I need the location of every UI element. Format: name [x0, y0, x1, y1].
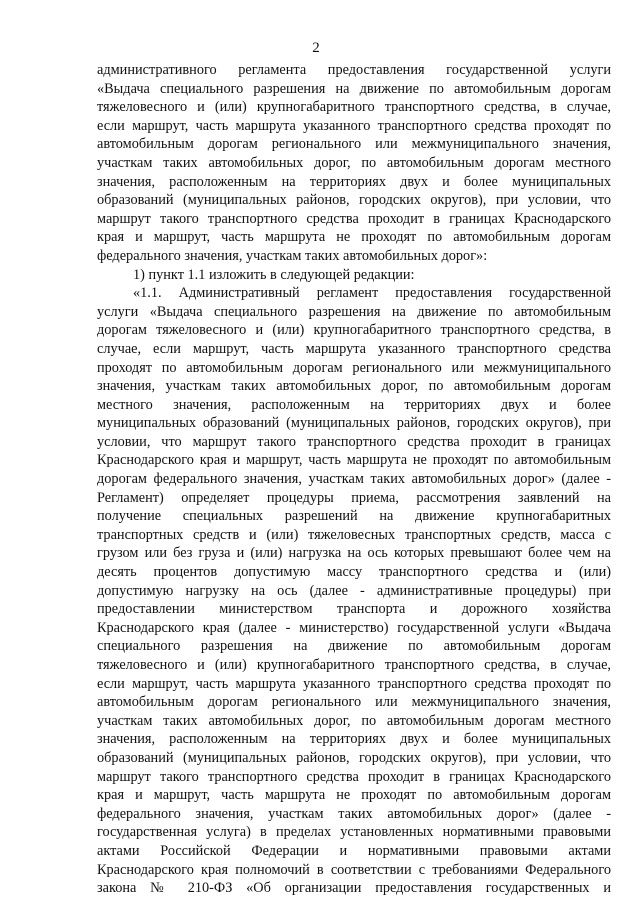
- text-line: допустимую нагрузку на ось (далее - административные процедуры) при: [97, 582, 611, 599]
- paragraph-p2: [97, 266, 611, 285]
- text-line: автомобильным дорогам регионального или межмуниципального значения,: [97, 136, 611, 153]
- text-line: специального разрешения на движение по автомобильным дорогам: [97, 638, 611, 655]
- text-line: тяжеловесного и (или) крупногабаритного транспортного средства, в случае,: [97, 657, 611, 673]
- text-line: транспортных средств и (или) тяжеловесных транспортных средств, масса с: [97, 526, 611, 543]
- text-line: Краснодарского края (далее - министерство) государственной услуги «Выдача: [97, 619, 611, 636]
- text-line: если маршрут, часть маршрута указанного транспортного средства проходят по: [97, 117, 611, 134]
- text-line: федерального значения, участкам таких автомобильных дорог» (далее -: [97, 805, 611, 822]
- text-line: маршрут такого транспортного средства проходит в границах Краснодарского: [97, 210, 611, 227]
- text-line: края и маршрут, часть маршрута не проходят по автомобильным дорогам: [97, 787, 611, 804]
- text-line: маршрут такого транспортного средства проходит в границах Краснодарского: [97, 768, 611, 785]
- text-line: 1) пункт 1.1 изложить в следующей редакции:: [133, 266, 415, 283]
- text-line: административного регламента предоставления государственной услуги: [97, 62, 611, 78]
- text-line: Краснодарского края и маршрут, часть маршрута не проходят по автомобильным: [97, 452, 611, 469]
- text-line: муниципальных образований (муниципальных районов, городских округов), при: [97, 415, 611, 432]
- text-line: «Выдача специального разрешения на движение по автомобильным дорогам: [97, 80, 611, 97]
- text-line: услуги «Выдача специального разрешения на движение по автомобильным: [97, 303, 611, 320]
- text-line: дорогам тяжеловесного и (или) крупногабаритного транспортного средства, в: [97, 322, 611, 339]
- text-line: автомобильным дорогам регионального или межмуниципального значения,: [97, 694, 611, 711]
- text-line: образований (муниципальных районов, городских округов), при условии, что: [97, 749, 611, 766]
- text-line: образований (муниципальных районов, городских округов), при условии, что: [97, 192, 611, 209]
- text-line: значения, расположенным на территориях двух и более муниципальных: [97, 731, 611, 748]
- text-line: местного значения, расположенным на территориях двух и более: [97, 396, 611, 413]
- text-line: значения, расположенным на территориях двух и более муниципальных: [97, 173, 611, 190]
- text-line: десять процентов допустимую массу транспортного средства и (или): [97, 564, 611, 581]
- text-line: значения, участкам таких автомобильных дорог, по автомобильным дорогам: [97, 378, 611, 395]
- text-line: получение специальных разрешений на движение крупногабаритных: [97, 508, 611, 525]
- text-line: края и маршрут, часть маршрута не проходят по автомобильным дорогам: [97, 229, 611, 246]
- text-line: Регламент) определяет процедуры приема, рассмотрения заявлений на: [97, 489, 611, 506]
- text-line: тяжеловесного и (или) крупногабаритного транспортного средства, в случае,: [97, 99, 611, 116]
- text-line: закона № 210-ФЗ «Об организации предоставления государственных и: [97, 880, 611, 897]
- text-line: предоставлении министерством транспорта и дорожного хозяйства: [97, 601, 611, 618]
- text-line: грузом или без груза и (или) нагрузка на ось которых превышают более чем на: [97, 545, 611, 562]
- text-line: государственная услуга) в пределах установленных нормативными правовыми: [97, 824, 611, 841]
- text-line: актами Российской Федерации и нормативными правовыми актами: [97, 842, 611, 859]
- paragraph-p1: [97, 61, 611, 266]
- text-line: если маршрут, часть маршрута указанного транспортного средства проходят по: [97, 675, 611, 692]
- text-line: участкам таких автомобильных дорог, по автомобильным дорогам местного: [97, 154, 611, 171]
- text-line: дорогам федерального значения, участкам таких автомобильных дорог» (далее -: [97, 471, 611, 488]
- page-number: 2: [312, 40, 320, 56]
- text-line: «1.1. Административный регламент предоставления государственной: [133, 285, 611, 302]
- text-line: Краснодарского края полномочий в соответствии с требованиями Федерального: [97, 861, 611, 878]
- text-line: участкам таких автомобильных дорог, по автомобильным дорогам местного: [97, 712, 611, 729]
- paragraph-p3: [97, 284, 611, 898]
- text-line: федерального значения, участкам таких автомобильных дорог»:: [97, 247, 488, 264]
- text-line: случае, если маршрут, часть маршрута указанного транспортного средства: [97, 340, 611, 357]
- text-line: проходят по автомобильным дорогам регионального или межмуниципального: [97, 359, 611, 376]
- text-line: условии, что маршрут такого транспортного средства проходит в границах: [97, 433, 611, 450]
- document-body: [97, 61, 611, 898]
